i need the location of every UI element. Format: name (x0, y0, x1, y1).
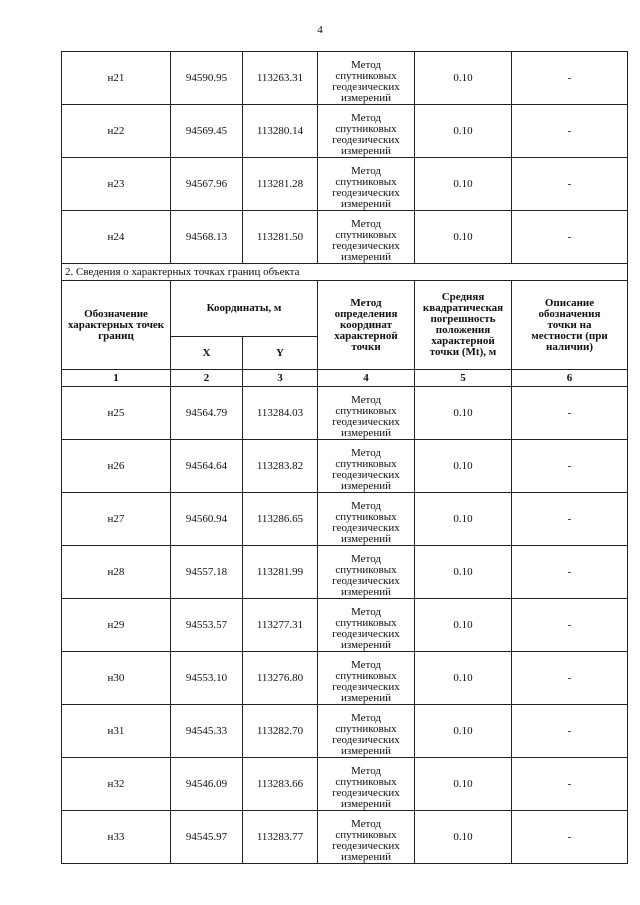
method-line: геодезических (332, 134, 400, 146)
point-id-cell: н25 (62, 387, 171, 440)
y-coordinate-cell: 113282.70 (243, 705, 318, 758)
method-cell (318, 811, 415, 864)
method-line: измерений (341, 692, 391, 704)
method-line: Метод (351, 500, 381, 512)
method-line: измерений (341, 851, 391, 863)
point-id-cell: н28 (62, 546, 171, 599)
column-number: 1 (62, 370, 171, 387)
header-line: Обозначение (84, 307, 148, 320)
table-row (62, 158, 628, 211)
method-line: геодезических (332, 575, 400, 587)
method-line: измерений (341, 92, 391, 104)
method-cell (318, 105, 415, 158)
header-line: координат (339, 318, 393, 331)
header-x: X (171, 337, 243, 370)
method-line: измерений (341, 145, 391, 157)
accuracy-cell: 0.10 (415, 493, 512, 546)
point-id-cell: н29 (62, 599, 171, 652)
method-line: геодезических (332, 81, 400, 93)
method-line: Метод (351, 165, 381, 177)
header-line: точки (Mt), м (429, 346, 497, 358)
method-line: спутниковых (335, 564, 397, 576)
header-line: погрешность (430, 313, 496, 325)
method-cell (318, 758, 415, 811)
column-number: 4 (318, 370, 415, 387)
description-cell: - (512, 158, 628, 211)
x-coordinate-cell: 94560.94 (171, 493, 243, 546)
method-line: Метод (351, 712, 381, 724)
method-line: Метод (351, 659, 381, 671)
header-line: Описание (544, 296, 595, 309)
description-cell: - (512, 52, 628, 105)
method-line: геодезических (332, 416, 400, 428)
y-coordinate-cell: 113286.65 (243, 493, 318, 546)
header-designation (62, 281, 171, 370)
table-row (62, 387, 628, 440)
point-id-cell: н30 (62, 652, 171, 705)
method-line: измерений (341, 798, 391, 810)
method-line: спутниковых (335, 70, 397, 82)
x-coordinate-cell: 94545.97 (171, 811, 243, 864)
method-cell (318, 52, 415, 105)
x-coordinate-cell: 94590.95 (171, 52, 243, 105)
method-line: измерений (341, 427, 391, 439)
y-coordinate-cell: 113263.31 (243, 52, 318, 105)
accuracy-cell: 0.10 (415, 52, 512, 105)
x-coordinate-cell: 94557.18 (171, 546, 243, 599)
method-line: спутниковых (335, 511, 397, 523)
description-cell: - (512, 758, 628, 811)
header-line: характерной (334, 329, 398, 342)
x-coordinate-cell: 94553.10 (171, 652, 243, 705)
method-line: измерений (341, 480, 391, 492)
method-line: геодезических (332, 240, 400, 252)
table-row (62, 105, 628, 158)
description-cell: - (512, 211, 628, 264)
method-line: геодезических (332, 469, 400, 481)
x-coordinate-cell: 94568.13 (171, 211, 243, 264)
column-number: 3 (243, 370, 318, 387)
header-method (318, 281, 415, 370)
method-line: измерений (341, 745, 391, 757)
description-cell: - (512, 599, 628, 652)
method-line: спутниковых (335, 617, 397, 629)
header-line: Средняя (441, 291, 485, 303)
x-coordinate-cell: 94567.96 (171, 158, 243, 211)
header-designation-text (62, 309, 170, 342)
point-id-cell: н22 (62, 105, 171, 158)
header-line: точки (351, 340, 381, 353)
table-row (62, 493, 628, 546)
method-line: спутниковых (335, 723, 397, 735)
point-id-cell: н31 (62, 705, 171, 758)
y-coordinate-cell: 113277.31 (243, 599, 318, 652)
table-row (62, 546, 628, 599)
header-line: определения (334, 307, 398, 320)
method-line: Метод (351, 818, 381, 830)
y-coordinate-cell: 113281.99 (243, 546, 318, 599)
point-id-cell: н27 (62, 493, 171, 546)
method-line: Метод (351, 218, 381, 230)
method-line: Метод (351, 59, 381, 71)
header-method-text (318, 298, 414, 353)
table-row (62, 211, 628, 264)
method-line: измерений (341, 586, 391, 598)
method-line: геодезических (332, 628, 400, 640)
point-id-cell: н21 (62, 52, 171, 105)
point-id-cell: н33 (62, 811, 171, 864)
description-cell: - (512, 387, 628, 440)
method-cell (318, 158, 415, 211)
method-cell (318, 599, 415, 652)
accuracy-cell: 0.10 (415, 158, 512, 211)
method-line: геодезических (332, 187, 400, 199)
method-line: спутниковых (335, 176, 397, 188)
method-line: измерений (341, 533, 391, 545)
header-line: квадратическая (422, 302, 504, 314)
method-line: спутниковых (335, 670, 397, 682)
method-line: спутниковых (335, 458, 397, 470)
y-coordinate-cell: 113283.66 (243, 758, 318, 811)
header-line: местности (при (531, 329, 608, 342)
table-row (62, 705, 628, 758)
x-coordinate-cell: 94553.57 (171, 599, 243, 652)
accuracy-cell: 0.10 (415, 211, 512, 264)
method-cell (318, 546, 415, 599)
method-line: измерений (341, 639, 391, 651)
section-title: 2. Сведения о характерных точках границ объекта (62, 264, 628, 281)
method-line: Метод (351, 447, 381, 459)
table-row (62, 440, 628, 493)
column-number: 5 (415, 370, 512, 387)
method-line: Метод (351, 606, 381, 618)
y-coordinate-cell: 113283.82 (243, 440, 318, 493)
method-line: измерений (341, 198, 391, 210)
method-line: геодезических (332, 840, 400, 852)
description-cell: - (512, 811, 628, 864)
method-cell (318, 440, 415, 493)
table-row (62, 652, 628, 705)
header-line: обозначения (538, 307, 601, 320)
accuracy-cell: 0.10 (415, 546, 512, 599)
method-line: спутниковых (335, 829, 397, 841)
accuracy-cell: 0.10 (415, 811, 512, 864)
description-cell: - (512, 440, 628, 493)
y-coordinate-cell: 113284.03 (243, 387, 318, 440)
point-id-cell: н24 (62, 211, 171, 264)
x-coordinate-cell: 94569.45 (171, 105, 243, 158)
column-number: 6 (512, 370, 628, 387)
method-line: геодезических (332, 734, 400, 746)
x-coordinate-cell: 94564.64 (171, 440, 243, 493)
accuracy-cell: 0.10 (415, 440, 512, 493)
boundary-points-table (61, 51, 628, 864)
method-cell (318, 705, 415, 758)
method-line: измерений (341, 251, 391, 263)
y-coordinate-cell: 113281.50 (243, 211, 318, 264)
table-row (62, 811, 628, 864)
point-id-cell: н26 (62, 440, 171, 493)
method-line: геодезических (332, 522, 400, 534)
accuracy-cell: 0.10 (415, 387, 512, 440)
method-line: спутниковых (335, 405, 397, 417)
y-coordinate-cell: 113280.14 (243, 105, 318, 158)
header-description (512, 281, 628, 370)
column-number: 2 (171, 370, 243, 387)
header-line: характерной (431, 335, 495, 347)
method-cell (318, 211, 415, 264)
point-id-cell: н32 (62, 758, 171, 811)
accuracy-cell: 0.10 (415, 599, 512, 652)
y-coordinate-cell: 113283.77 (243, 811, 318, 864)
header-line: Метод (350, 296, 382, 309)
page-number: 4 (317, 24, 323, 36)
method-line: геодезических (332, 681, 400, 693)
method-line: геодезических (332, 787, 400, 799)
x-coordinate-cell: 94545.33 (171, 705, 243, 758)
header-line: точки на (547, 318, 592, 331)
x-coordinate-cell: 94546.09 (171, 758, 243, 811)
method-line: спутниковых (335, 229, 397, 241)
method-line: спутниковых (335, 776, 397, 788)
point-id-cell: н23 (62, 158, 171, 211)
header-line: характерных точек (67, 318, 165, 331)
accuracy-cell: 0.10 (415, 705, 512, 758)
header-description-text (512, 298, 627, 353)
accuracy-cell: 0.10 (415, 652, 512, 705)
header-y: Y (243, 337, 318, 370)
method-line: Метод (351, 394, 381, 406)
table-row (62, 599, 628, 652)
method-cell (318, 387, 415, 440)
description-cell: - (512, 705, 628, 758)
section-header (62, 264, 628, 387)
method-line: Метод (351, 112, 381, 124)
main-rows (62, 387, 628, 864)
accuracy-cell: 0.10 (415, 105, 512, 158)
description-cell: - (512, 652, 628, 705)
description-cell: - (512, 105, 628, 158)
header-coordinates: Координаты, м (171, 281, 318, 337)
y-coordinate-cell: 113281.28 (243, 158, 318, 211)
method-cell (318, 493, 415, 546)
header-line: наличии) (546, 340, 593, 353)
header-line: границ (98, 329, 134, 342)
method-line: Метод (351, 765, 381, 777)
table-row (62, 758, 628, 811)
header-accuracy (415, 281, 512, 370)
top-rows (62, 52, 628, 264)
method-line: Метод (351, 553, 381, 565)
method-cell (318, 652, 415, 705)
accuracy-cell: 0.10 (415, 758, 512, 811)
table-row (62, 52, 628, 105)
description-cell: - (512, 493, 628, 546)
header-accuracy-text (415, 292, 511, 358)
method-line: спутниковых (335, 123, 397, 135)
header-line: положения (435, 324, 491, 336)
description-cell: - (512, 546, 628, 599)
x-coordinate-cell: 94564.79 (171, 387, 243, 440)
y-coordinate-cell: 113276.80 (243, 652, 318, 705)
